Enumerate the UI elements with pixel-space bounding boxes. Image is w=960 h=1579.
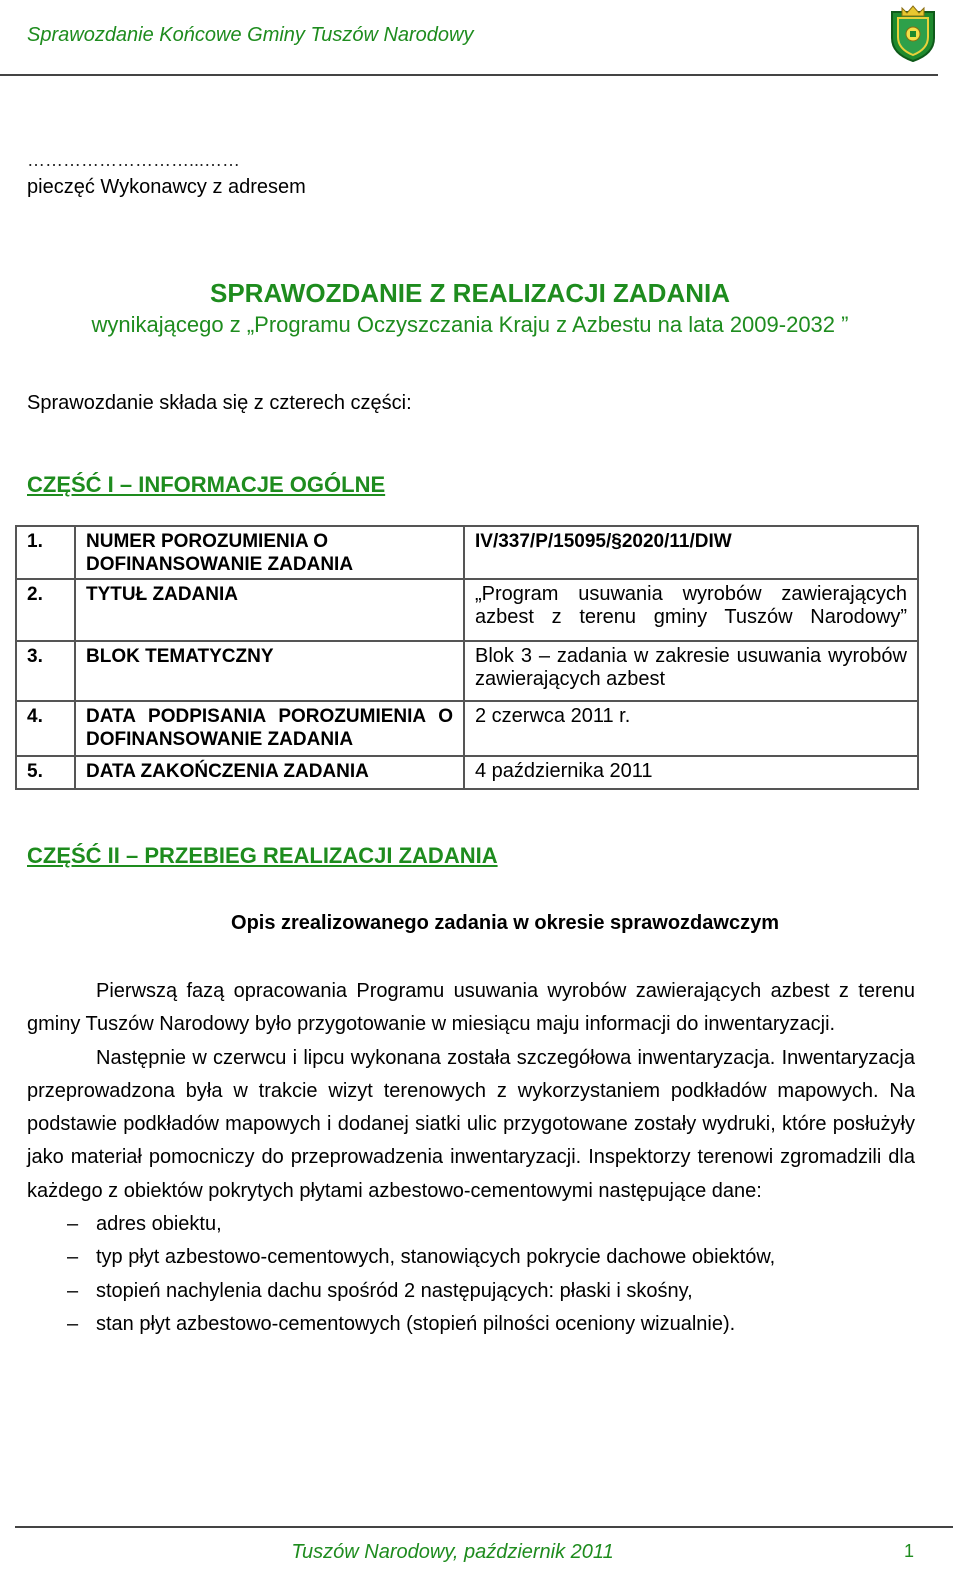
paragraph: Pierwszą fazą opracowania Programu usuwania wyrobów zawierających azbest z terenu gminy Tuszów Narodowy było przygotowanie w miesiącu maju informacji do inwentaryzacji. — [27, 980, 915, 1036]
row-number: 3. — [16, 641, 75, 701]
report-title: SPRAWOZDANIE Z REALIZACJI ZADANIA — [210, 278, 730, 308]
footer-rule — [15, 1526, 953, 1528]
list-item — [27, 1308, 915, 1341]
row-value: 2 czerwca 2011 r. — [464, 701, 918, 756]
row-value: 4 października 2011 — [464, 756, 918, 789]
table-row — [16, 756, 918, 789]
row-label: NUMER POROZUMIENIA O DOFINANSOWANIE ZADANIA — [75, 526, 464, 579]
row-label: BLOK TEMATYCZNY — [75, 641, 464, 701]
agreement-number: IV/337/P/15095/§2020/11/DIW — [475, 531, 732, 552]
header-rule — [0, 74, 938, 76]
dash-bullet: – — [67, 1312, 79, 1335]
list-item — [27, 1275, 915, 1308]
description-heading: Opis zrealizowanego zadania w okresie sprawozdawczym — [231, 912, 779, 934]
list-item-text: stan płyt azbestowo-cementowych (stopień pilności oceniony wizualnie). — [96, 1312, 736, 1335]
row-label: TYTUŁ ZADANIA — [75, 579, 464, 641]
part1-heading: CZĘŚĆ I – INFORMACJE OGÓLNE — [27, 472, 386, 497]
stamp-dots: ………………………...…… — [27, 150, 241, 170]
row-number: 5. — [16, 756, 75, 789]
paragraph: Następnie w czerwcu i lipcu wykonana została szczegółowa inwentaryzacja. Inwentaryzacja przeprowadzona była w trakcie wizyt terenowych z wykorzystaniem podkładów mapowych. Na podstawie podkładów mapowych i dodanej siatki ulic przygotowane zostały wydruki, które posłużyły jako materiał pomocniczy do przeprowadzenia inwentaryzacji. Inspektorzy terenowi zgromadzili dla każdego z obiektów pokrytych płytami azbestowo-cementowymi następujące dane: — [27, 1046, 915, 1202]
coat-of-arms-icon — [888, 4, 938, 62]
list-item — [27, 1208, 915, 1241]
row-label: DATA PODPISANIA POROZUMIENIA O DOFINANSOWANIE ZADANIA — [75, 701, 464, 756]
dash-bullet: – — [67, 1279, 79, 1302]
table-row — [16, 641, 918, 701]
page-number: 1 — [904, 1541, 915, 1561]
list-item — [27, 1241, 915, 1274]
report-subtitle: wynikającego z „Programu Oczyszczania Kraju z Azbestu na lata 2009-2032 ” — [91, 312, 849, 337]
part2-heading: CZĘŚĆ II – PRZEBIEG REALIZACJI ZADANIA — [27, 843, 498, 868]
intro-text: Sprawozdanie składa się z czterech części: — [27, 392, 412, 414]
row-label: DATA ZAKOŃCZENIA ZADANIA — [75, 756, 464, 789]
data-list — [27, 1208, 915, 1341]
stamp-label: pieczęć Wykonawcy z adresem — [27, 176, 306, 198]
table-row — [16, 526, 918, 579]
dash-bullet: – — [67, 1246, 79, 1269]
description-body — [27, 975, 915, 1341]
general-info-table — [15, 525, 919, 790]
dash-bullet: – — [67, 1213, 79, 1236]
footer-text: Tuszów Narodowy, październik 2011 — [291, 1541, 614, 1563]
row-number: 4. — [16, 701, 75, 756]
list-item-text: stopień nachylenia dachu spośród 2 następujących: płaski i skośny, — [96, 1279, 693, 1302]
row-value: „Program usuwania wyrobów zawierających azbest z terenu gminy Tuszów Narodowy” — [464, 579, 918, 641]
row-number: 2. — [16, 579, 75, 641]
header-title: Sprawozdanie Końcowe Gminy Tuszów Narodowy — [27, 24, 474, 46]
row-number: 1. — [16, 526, 75, 579]
list-item-text: adres obiektu, — [96, 1213, 222, 1236]
row-value — [464, 526, 918, 579]
table-row — [16, 701, 918, 756]
list-item-text: typ płyt azbestowo-cementowych, stanowiących pokrycie dachowe obiektów, — [96, 1246, 776, 1269]
row-value: Blok 3 – zadania w zakresie usuwania wyrobów zawierających azbest — [464, 641, 918, 701]
table-row — [16, 579, 918, 641]
